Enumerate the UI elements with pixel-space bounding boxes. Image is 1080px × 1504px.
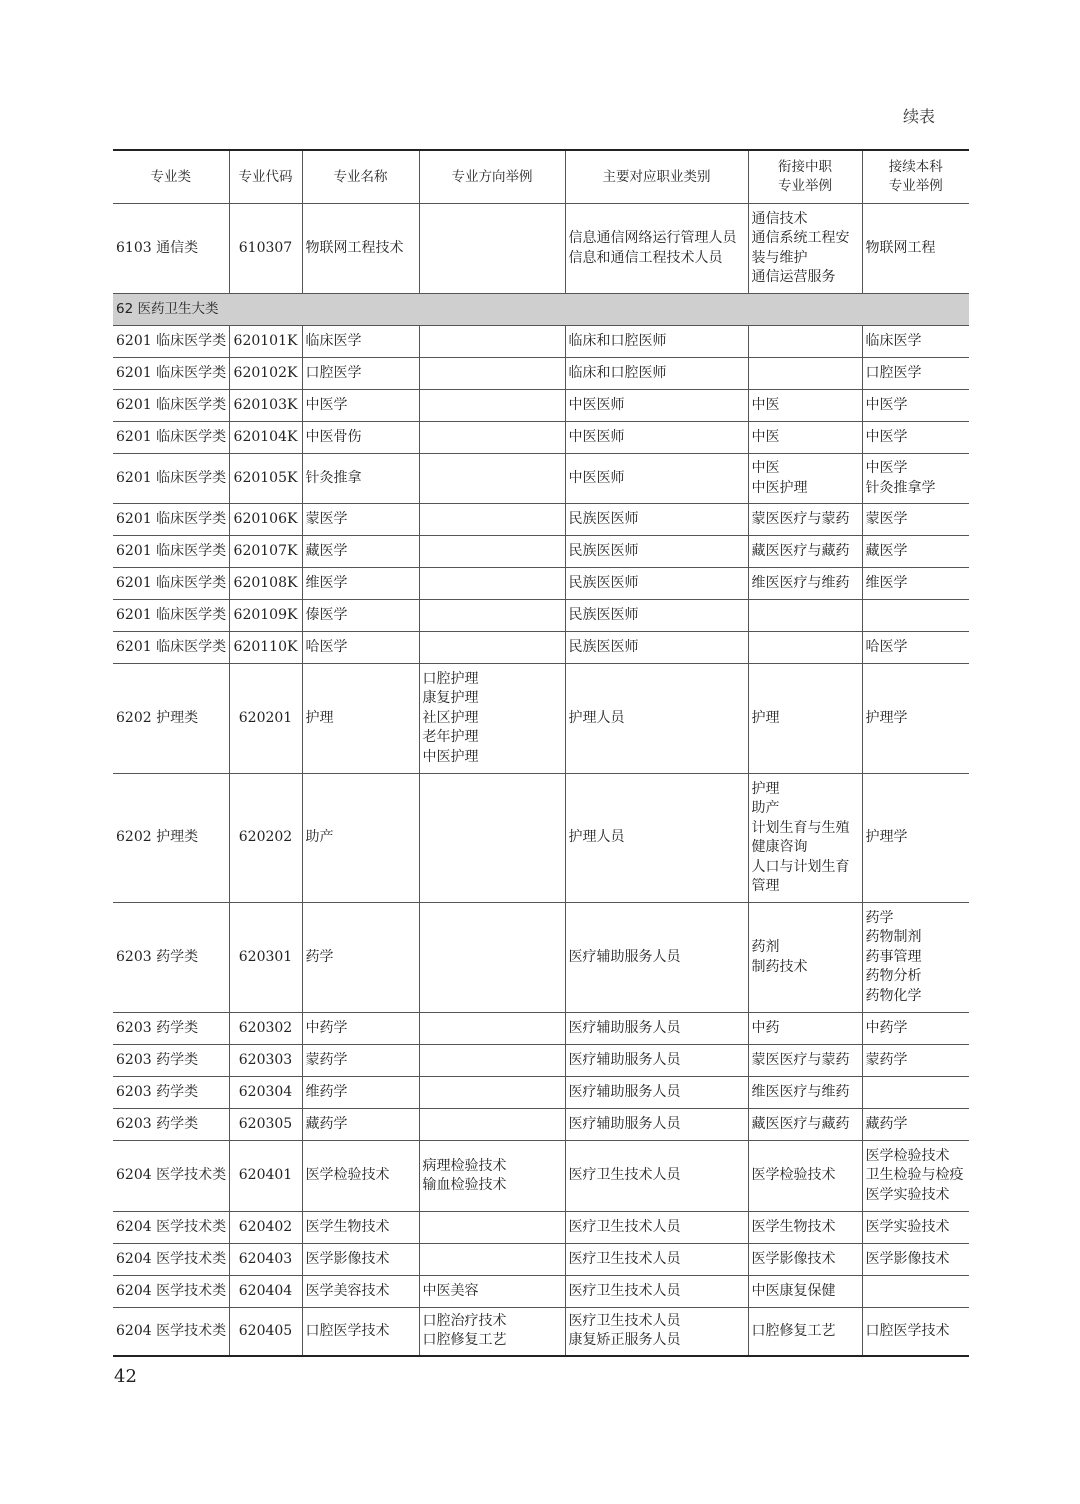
secondary-item: 人口与计划生育管理 bbox=[751, 858, 850, 894]
cell-secondary bbox=[748, 454, 862, 504]
cell-undergrad bbox=[862, 504, 969, 536]
table-row bbox=[113, 204, 969, 294]
cell-name: 蒙药学 bbox=[302, 1045, 419, 1077]
cell-name: 藏药学 bbox=[302, 1109, 419, 1141]
cell-occupations bbox=[565, 536, 748, 568]
table-row bbox=[113, 422, 969, 454]
cell-directions bbox=[419, 358, 565, 390]
secondary-item: 助产 bbox=[751, 800, 780, 816]
table-row bbox=[113, 1308, 969, 1356]
occupations-item: 医疗卫生技术人员 bbox=[568, 1167, 681, 1184]
cell-undergrad bbox=[862, 326, 969, 358]
cell-category: 6203 药学类 bbox=[113, 1077, 229, 1109]
cell-code: 620108K bbox=[229, 568, 302, 600]
header-line: 专业类 bbox=[150, 168, 191, 185]
cell-occupations bbox=[565, 422, 748, 454]
occupations-item: 医疗卫生技术人员 bbox=[568, 1250, 681, 1267]
secondary-item: 医学检验技术 bbox=[751, 1167, 836, 1184]
undergrad-item: 中药学 bbox=[865, 1019, 908, 1036]
cell-secondary bbox=[748, 1308, 862, 1356]
cell-secondary bbox=[748, 390, 862, 422]
cell-occupations bbox=[565, 1077, 748, 1109]
cell-occupations bbox=[565, 568, 748, 600]
undergrad-item: 蒙药学 bbox=[865, 1051, 908, 1068]
table-row bbox=[113, 390, 969, 422]
cell-secondary bbox=[748, 358, 862, 390]
cell-secondary bbox=[748, 600, 862, 632]
cell-undergrad bbox=[862, 1141, 969, 1212]
occupations-item: 中医医师 bbox=[568, 428, 625, 445]
occupations-item: 信息通信网络运行管理人员 bbox=[568, 230, 737, 246]
cell-secondary bbox=[748, 422, 862, 454]
cell-secondary bbox=[748, 903, 862, 1013]
undergrad-item: 护理学 bbox=[865, 709, 908, 726]
secondary-item: 通信系统工程安装与维护 bbox=[751, 230, 850, 266]
cell-category: 6201 临床医学类 bbox=[113, 358, 229, 390]
cell-undergrad bbox=[862, 1308, 969, 1356]
cell-code: 620402 bbox=[229, 1212, 302, 1244]
table-row bbox=[113, 1077, 969, 1109]
table-header-row bbox=[113, 150, 969, 204]
cell-category: 6204 医学技术类 bbox=[113, 1308, 229, 1356]
secondary-item: 护理 bbox=[751, 709, 780, 726]
cell-undergrad bbox=[862, 1077, 969, 1109]
cell-undergrad bbox=[862, 600, 969, 632]
cell-directions bbox=[419, 1045, 565, 1077]
header-line: 专业方向举例 bbox=[451, 168, 533, 185]
cell-secondary bbox=[748, 326, 862, 358]
secondary-item: 通信技术 bbox=[751, 210, 808, 227]
directions-item: 社区护理 bbox=[422, 709, 479, 726]
cell-name: 医学影像技术 bbox=[302, 1244, 419, 1276]
cell-code: 620303 bbox=[229, 1045, 302, 1077]
cell-directions bbox=[419, 664, 565, 774]
occupations-item: 民族医医师 bbox=[568, 574, 639, 591]
major-catalog-table bbox=[113, 149, 969, 1357]
header-directions bbox=[419, 150, 565, 204]
undergrad-item: 中医学 bbox=[865, 396, 908, 413]
cell-category: 6201 临床医学类 bbox=[113, 504, 229, 536]
cell-occupations bbox=[565, 600, 748, 632]
cell-name: 针灸推拿 bbox=[302, 454, 419, 504]
secondary-item: 药剂 bbox=[751, 939, 780, 955]
directions-item: 老年护理 bbox=[422, 729, 479, 746]
cell-name: 中医学 bbox=[302, 390, 419, 422]
cell-directions bbox=[419, 632, 565, 664]
cell-directions bbox=[419, 774, 565, 903]
cell-name: 傣医学 bbox=[302, 600, 419, 632]
cell-secondary bbox=[748, 504, 862, 536]
cell-code: 620104K bbox=[229, 422, 302, 454]
cell-occupations bbox=[565, 1141, 748, 1212]
cell-secondary bbox=[748, 632, 862, 664]
cell-secondary bbox=[748, 1109, 862, 1141]
cell-occupations bbox=[565, 664, 748, 774]
occupations-item: 康复矫正服务人员 bbox=[568, 1332, 681, 1349]
header-occupations bbox=[565, 150, 748, 204]
cell-secondary bbox=[748, 1244, 862, 1276]
undergrad-item: 维医学 bbox=[865, 574, 908, 591]
cell-code: 620405 bbox=[229, 1308, 302, 1356]
table-row bbox=[113, 664, 969, 774]
cell-name: 中医骨伤 bbox=[302, 422, 419, 454]
secondary-item: 医学影像技术 bbox=[751, 1250, 836, 1267]
cell-occupations bbox=[565, 632, 748, 664]
table-row bbox=[113, 504, 969, 536]
table-row bbox=[113, 568, 969, 600]
undergrad-item: 针灸推拿学 bbox=[865, 479, 936, 496]
cell-occupations bbox=[565, 1244, 748, 1276]
undergrad-item: 藏药学 bbox=[865, 1115, 908, 1132]
cell-undergrad bbox=[862, 664, 969, 774]
section-row bbox=[113, 294, 969, 326]
undergrad-item: 药物分析 bbox=[865, 968, 922, 985]
table-body bbox=[113, 204, 969, 1356]
cell-undergrad bbox=[862, 774, 969, 903]
cell-directions bbox=[419, 568, 565, 600]
secondary-item: 护理 bbox=[751, 780, 780, 797]
cell-category: 6204 医学技术类 bbox=[113, 1141, 229, 1212]
occupations-item: 护理人员 bbox=[568, 829, 625, 846]
page-number: 42 bbox=[114, 1366, 137, 1387]
table-row bbox=[113, 1244, 969, 1276]
header-line: 专业举例 bbox=[778, 178, 832, 194]
cell-undergrad bbox=[862, 358, 969, 390]
cell-occupations bbox=[565, 454, 748, 504]
cell-directions bbox=[419, 1276, 565, 1308]
cell-occupations bbox=[565, 326, 748, 358]
cell-name: 临床医学 bbox=[302, 326, 419, 358]
cell-code: 620304 bbox=[229, 1077, 302, 1109]
occupations-item: 医疗辅助服务人员 bbox=[568, 1019, 681, 1036]
table-row bbox=[113, 1141, 969, 1212]
cell-code: 620109K bbox=[229, 600, 302, 632]
cell-code: 620302 bbox=[229, 1013, 302, 1045]
undergrad-item: 物联网工程 bbox=[865, 239, 936, 256]
cell-category: 6204 医学技术类 bbox=[113, 1276, 229, 1308]
cell-directions bbox=[419, 1109, 565, 1141]
occupations-item: 医疗辅助服务人员 bbox=[568, 1115, 681, 1132]
undergrad-item: 蒙医学 bbox=[865, 510, 908, 527]
cell-undergrad bbox=[862, 1109, 969, 1141]
undergrad-item: 医学实验技术 bbox=[865, 1218, 950, 1235]
cell-name: 维医学 bbox=[302, 568, 419, 600]
continued-table-label: 续表 bbox=[903, 107, 936, 126]
table-row bbox=[113, 1013, 969, 1045]
cell-code: 620401 bbox=[229, 1141, 302, 1212]
cell-name: 医学检验技术 bbox=[302, 1141, 419, 1212]
cell-name: 哈医学 bbox=[302, 632, 419, 664]
cell-secondary bbox=[748, 664, 862, 774]
cell-code: 610307 bbox=[229, 204, 302, 294]
cell-category: 6201 临床医学类 bbox=[113, 632, 229, 664]
cell-category: 6201 临床医学类 bbox=[113, 536, 229, 568]
cell-undergrad bbox=[862, 536, 969, 568]
cell-code: 620202 bbox=[229, 774, 302, 903]
section-title: 62 医药卫生大类 bbox=[113, 294, 969, 326]
cell-category: 6203 药学类 bbox=[113, 903, 229, 1013]
cell-secondary bbox=[748, 1045, 862, 1077]
directions-item: 输血检验技术 bbox=[422, 1177, 507, 1193]
cell-name: 助产 bbox=[302, 774, 419, 903]
secondary-item: 医学生物技术 bbox=[751, 1218, 836, 1235]
undergrad-item: 口腔医学技术 bbox=[865, 1322, 950, 1339]
table-row bbox=[113, 358, 969, 390]
undergrad-item: 医学检验技术 bbox=[865, 1147, 950, 1164]
cell-name: 藏医学 bbox=[302, 536, 419, 568]
occupations-item: 民族医医师 bbox=[568, 510, 639, 527]
cell-occupations bbox=[565, 1045, 748, 1077]
cell-code: 620404 bbox=[229, 1276, 302, 1308]
cell-name: 口腔医学 bbox=[302, 358, 419, 390]
cell-code: 620102K bbox=[229, 358, 302, 390]
secondary-item: 中医 bbox=[751, 460, 780, 476]
secondary-item: 制药技术 bbox=[751, 958, 808, 975]
cell-undergrad bbox=[862, 632, 969, 664]
occupations-item: 医疗卫生技术人员 bbox=[568, 1282, 681, 1299]
directions-item: 口腔护理 bbox=[422, 670, 479, 687]
cell-secondary bbox=[748, 1212, 862, 1244]
cell-directions bbox=[419, 1013, 565, 1045]
header-line: 主要对应职业类别 bbox=[602, 168, 711, 185]
cell-directions bbox=[419, 903, 565, 1013]
cell-code: 620201 bbox=[229, 664, 302, 774]
undergrad-item: 药学 bbox=[865, 909, 894, 926]
cell-occupations bbox=[565, 903, 748, 1013]
undergrad-item: 临床医学 bbox=[865, 332, 922, 349]
occupations-item: 民族医医师 bbox=[568, 606, 639, 623]
cell-secondary bbox=[748, 536, 862, 568]
cell-name: 医学美容技术 bbox=[302, 1276, 419, 1308]
cell-code: 620301 bbox=[229, 903, 302, 1013]
secondary-item: 蒙医医疗与蒙药 bbox=[751, 510, 850, 527]
occupations-item: 医疗卫生技术人员 bbox=[568, 1218, 681, 1235]
cell-directions bbox=[419, 600, 565, 632]
cell-directions bbox=[419, 326, 565, 358]
cell-code: 620105K bbox=[229, 454, 302, 504]
cell-category: 6201 临床医学类 bbox=[113, 326, 229, 358]
occupations-item: 中医医师 bbox=[568, 396, 625, 413]
cell-directions bbox=[419, 1212, 565, 1244]
cell-category: 6203 药学类 bbox=[113, 1045, 229, 1077]
directions-item: 中医护理 bbox=[422, 748, 479, 765]
directions-item: 中医美容 bbox=[422, 1282, 479, 1299]
cell-category: 6203 药学类 bbox=[113, 1109, 229, 1141]
cell-undergrad bbox=[862, 1276, 969, 1308]
cell-undergrad bbox=[862, 454, 969, 504]
cell-directions bbox=[419, 1077, 565, 1109]
secondary-item: 蒙医医疗与蒙药 bbox=[751, 1051, 850, 1068]
cell-undergrad bbox=[862, 204, 969, 294]
undergrad-item: 中医学 bbox=[865, 428, 908, 445]
undergrad-item: 护理学 bbox=[865, 829, 908, 846]
undergrad-item: 医学影像技术 bbox=[865, 1250, 950, 1267]
cell-occupations bbox=[565, 1109, 748, 1141]
undergrad-item: 医学实验技术 bbox=[865, 1186, 950, 1203]
cell-category: 6204 医学技术类 bbox=[113, 1212, 229, 1244]
table-row bbox=[113, 1212, 969, 1244]
table-row bbox=[113, 536, 969, 568]
cell-secondary bbox=[748, 1013, 862, 1045]
cell-directions bbox=[419, 422, 565, 454]
undergrad-item: 药物化学 bbox=[865, 987, 922, 1004]
occupations-item: 民族医医师 bbox=[568, 638, 639, 655]
cell-directions bbox=[419, 536, 565, 568]
secondary-item: 中医护理 bbox=[751, 479, 808, 496]
cell-name: 物联网工程技术 bbox=[302, 204, 419, 294]
occupations-item: 临床和口腔医师 bbox=[568, 332, 667, 349]
cell-undergrad bbox=[862, 1244, 969, 1276]
cell-secondary bbox=[748, 204, 862, 294]
cell-name: 医学生物技术 bbox=[302, 1212, 419, 1244]
header-line: 专业代码 bbox=[238, 168, 293, 185]
cell-category: 6201 临床医学类 bbox=[113, 390, 229, 422]
cell-secondary bbox=[748, 1276, 862, 1308]
table-row bbox=[113, 600, 969, 632]
cell-secondary bbox=[748, 774, 862, 903]
cell-category: 6201 临床医学类 bbox=[113, 454, 229, 504]
occupations-item: 医疗卫生技术人员 bbox=[568, 1312, 681, 1329]
cell-directions bbox=[419, 1244, 565, 1276]
header-line: 接续本科 bbox=[888, 159, 943, 175]
secondary-item: 中医 bbox=[751, 428, 780, 445]
cell-name: 蒙医学 bbox=[302, 504, 419, 536]
secondary-item: 维医医疗与维药 bbox=[751, 1083, 850, 1100]
header-line: 专业名称 bbox=[333, 168, 388, 185]
secondary-item: 藏医医疗与藏药 bbox=[751, 542, 850, 559]
undergrad-item: 口腔医学 bbox=[865, 364, 922, 381]
occupations-item: 护理人员 bbox=[568, 709, 625, 726]
secondary-item: 中医康复保健 bbox=[751, 1282, 836, 1299]
cell-occupations bbox=[565, 390, 748, 422]
cell-code: 620110K bbox=[229, 632, 302, 664]
directions-item: 口腔修复工艺 bbox=[422, 1332, 507, 1349]
header-code bbox=[229, 150, 302, 204]
cell-name: 维药学 bbox=[302, 1077, 419, 1109]
cell-secondary bbox=[748, 1141, 862, 1212]
secondary-item: 维医医疗与维药 bbox=[751, 574, 850, 591]
cell-category: 6204 医学技术类 bbox=[113, 1244, 229, 1276]
cell-occupations bbox=[565, 1276, 748, 1308]
table-row bbox=[113, 774, 969, 903]
cell-code: 620103K bbox=[229, 390, 302, 422]
table-row bbox=[113, 1276, 969, 1308]
cell-directions bbox=[419, 204, 565, 294]
occupations-item: 信息和通信工程技术人员 bbox=[568, 249, 723, 266]
cell-directions bbox=[419, 390, 565, 422]
header-name bbox=[302, 150, 419, 204]
cell-code: 620305 bbox=[229, 1109, 302, 1141]
cell-undergrad bbox=[862, 1013, 969, 1045]
cell-undergrad bbox=[862, 390, 969, 422]
cell-occupations bbox=[565, 1308, 748, 1356]
undergrad-item: 哈医学 bbox=[865, 638, 908, 655]
cell-name: 护理 bbox=[302, 664, 419, 774]
cell-category: 6201 临床医学类 bbox=[113, 600, 229, 632]
directions-item: 病理检验技术 bbox=[422, 1157, 507, 1174]
secondary-item: 通信运营服务 bbox=[751, 269, 836, 285]
cell-secondary bbox=[748, 1077, 862, 1109]
cell-category: 6202 护理类 bbox=[113, 664, 229, 774]
table-row bbox=[113, 903, 969, 1013]
table-row bbox=[113, 326, 969, 358]
undergrad-item: 藏医学 bbox=[865, 542, 908, 559]
cell-occupations bbox=[565, 1013, 748, 1045]
cell-directions bbox=[419, 1308, 565, 1356]
cell-undergrad bbox=[862, 568, 969, 600]
secondary-item: 中药 bbox=[751, 1019, 780, 1036]
table-row bbox=[113, 1045, 969, 1077]
header-category bbox=[113, 150, 229, 204]
cell-name: 药学 bbox=[302, 903, 419, 1013]
secondary-item: 藏医医疗与藏药 bbox=[751, 1115, 850, 1132]
occupations-item: 医疗辅助服务人员 bbox=[568, 948, 681, 965]
secondary-item: 口腔修复工艺 bbox=[751, 1322, 836, 1339]
cell-code: 620101K bbox=[229, 326, 302, 358]
cell-undergrad bbox=[862, 1045, 969, 1077]
cell-code: 620403 bbox=[229, 1244, 302, 1276]
cell-directions bbox=[419, 1141, 565, 1212]
cell-category: 6201 临床医学类 bbox=[113, 422, 229, 454]
undergrad-item: 卫生检验与检疫 bbox=[865, 1167, 964, 1184]
undergrad-item: 药物制剂 bbox=[865, 929, 922, 946]
occupations-item: 医疗辅助服务人员 bbox=[568, 1051, 681, 1068]
undergrad-item: 中医学 bbox=[865, 460, 908, 476]
cell-directions bbox=[419, 504, 565, 536]
cell-occupations bbox=[565, 1212, 748, 1244]
occupations-item: 民族医医师 bbox=[568, 542, 639, 559]
cell-category: 6103 通信类 bbox=[113, 204, 229, 294]
cell-undergrad bbox=[862, 422, 969, 454]
occupations-item: 医疗辅助服务人员 bbox=[568, 1083, 681, 1100]
header-undergrad bbox=[862, 150, 969, 204]
directions-item: 康复护理 bbox=[422, 690, 479, 707]
cell-secondary bbox=[748, 568, 862, 600]
occupations-item: 临床和口腔医师 bbox=[568, 364, 667, 381]
cell-occupations bbox=[565, 358, 748, 390]
cell-category: 6202 护理类 bbox=[113, 774, 229, 903]
cell-code: 620106K bbox=[229, 504, 302, 536]
cell-occupations bbox=[565, 504, 748, 536]
directions-item: 口腔治疗技术 bbox=[422, 1312, 507, 1329]
table-row bbox=[113, 1109, 969, 1141]
cell-category: 6203 药学类 bbox=[113, 1013, 229, 1045]
secondary-item: 中医 bbox=[751, 396, 780, 413]
cell-directions bbox=[419, 454, 565, 504]
header-secondary bbox=[748, 150, 862, 204]
undergrad-item: 药事管理 bbox=[865, 948, 922, 965]
table-row bbox=[113, 454, 969, 504]
header-line: 专业举例 bbox=[888, 178, 943, 194]
header-line: 衔接中职 bbox=[778, 159, 832, 175]
cell-occupations bbox=[565, 774, 748, 903]
cell-category: 6201 临床医学类 bbox=[113, 568, 229, 600]
cell-code: 620107K bbox=[229, 536, 302, 568]
secondary-item: 计划生育与生殖健康咨询 bbox=[751, 819, 850, 855]
cell-occupations bbox=[565, 204, 748, 294]
cell-undergrad bbox=[862, 1212, 969, 1244]
cell-name: 口腔医学技术 bbox=[302, 1308, 419, 1356]
cell-name: 中药学 bbox=[302, 1013, 419, 1045]
table-row bbox=[113, 632, 969, 664]
occupations-item: 中医医师 bbox=[568, 469, 625, 486]
cell-undergrad bbox=[862, 903, 969, 1013]
